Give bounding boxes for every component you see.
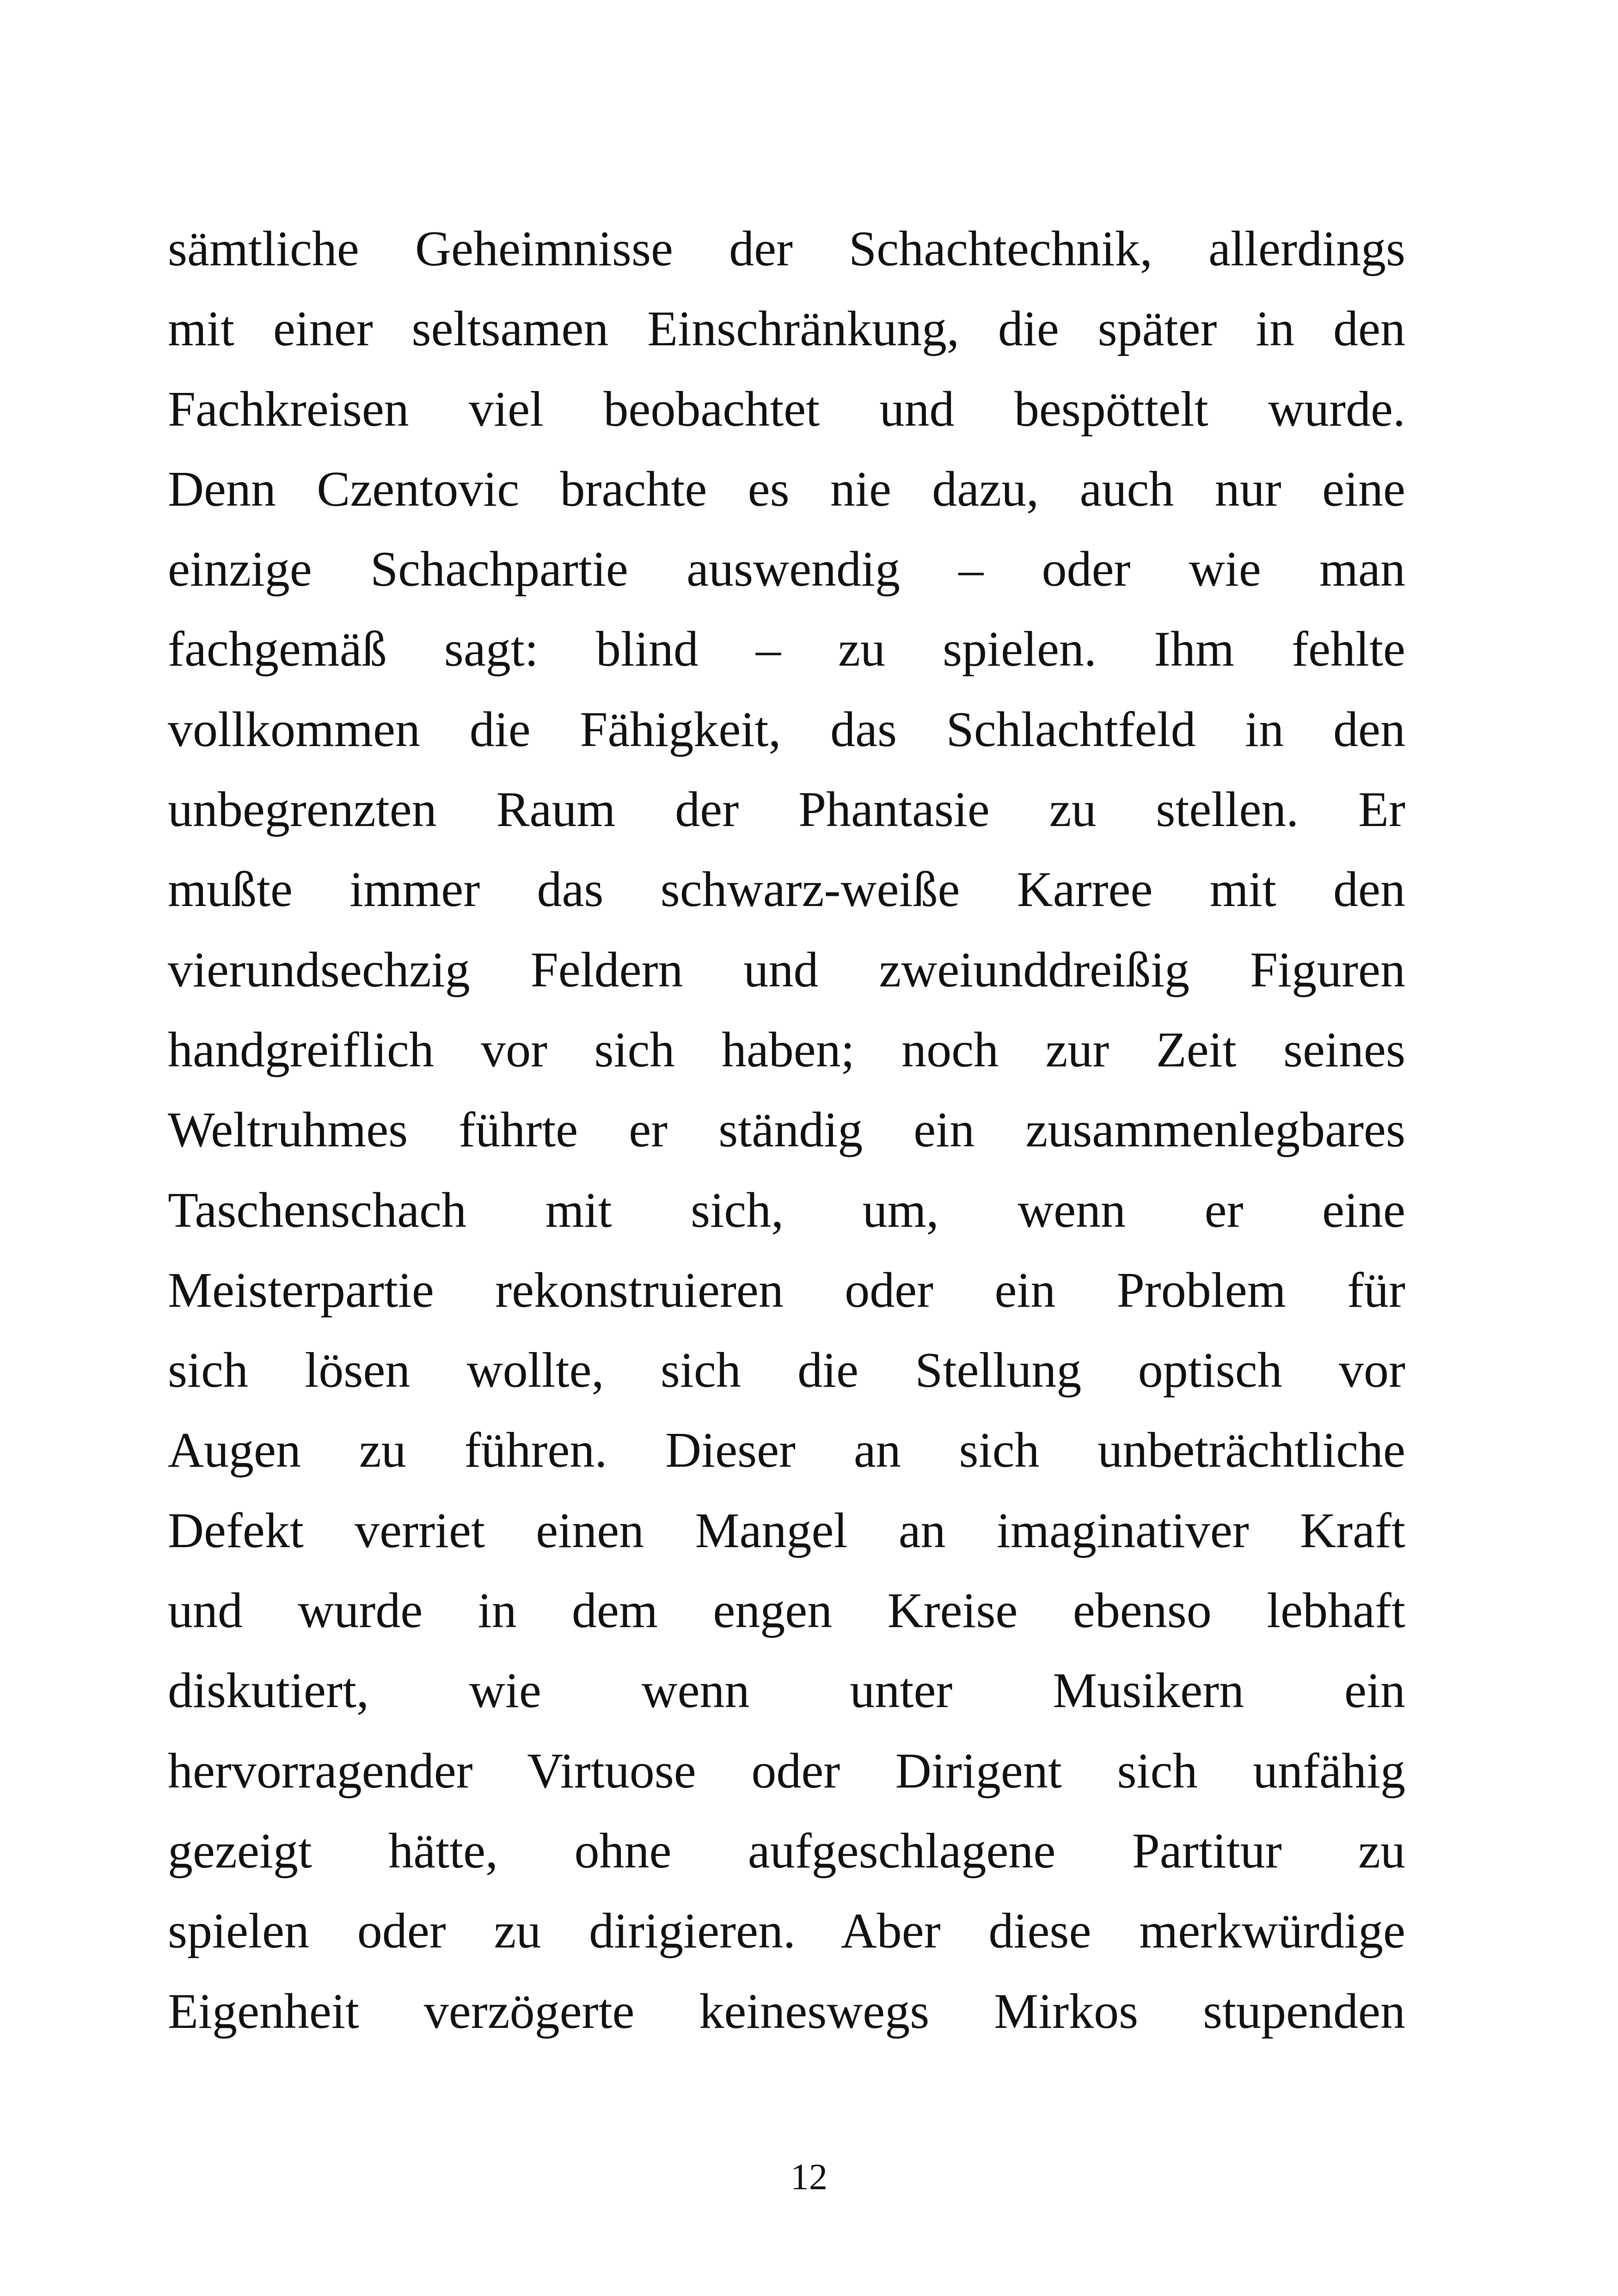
text-line: Weltruhmes führte er ständig ein zusammenlegbares xyxy=(168,1102,1405,1158)
text-line: handgreiflich vor sich haben; noch zur Zeit seines xyxy=(168,1022,1405,1078)
text-line: vierundsechzig Feldern und zweiunddreißig Figuren xyxy=(168,942,1405,998)
text-line: spielen oder zu dirigieren. Aber diese merkwürdige xyxy=(168,1904,1405,1959)
text-line: vollkommen die Fähigkeit, das Schlachtfeld in den xyxy=(168,702,1405,757)
text-line: einzige Schachpartie auswendig – oder wie man xyxy=(168,542,1405,597)
text-line: fachgemäß sagt: blind – zu spielen. Ihm fehlte xyxy=(168,622,1405,677)
body-text xyxy=(168,209,1405,2051)
text-line: Eigenheit verzögerte keineswegs Mirkos stupenden xyxy=(168,1984,1405,2039)
text-line: mit einer seltsamen Einschränkung, die später in den xyxy=(168,301,1405,357)
text-line: Defekt verriet einen Mangel an imaginativer Kraft xyxy=(168,1503,1405,1558)
text-line: Augen zu führen. Dieser an sich unbeträchtliche xyxy=(168,1423,1405,1478)
text-line: unbegrenzten Raum der Phantasie zu stellen. Er xyxy=(168,782,1405,838)
text-line: Taschenschach mit sich, um, wenn er eine xyxy=(168,1182,1405,1238)
text-line: diskutiert, wie wenn unter Musikern ein xyxy=(168,1663,1405,1719)
text-line: Meisterpartie rekonstruieren oder ein Problem für xyxy=(168,1262,1405,1318)
text-line: und wurde in dem engen Kreise ebenso lebhaft xyxy=(168,1583,1405,1639)
text-line: Denn Czentovic brachte es nie dazu, auch nur eine xyxy=(168,461,1405,517)
text-line: hervorragender Virtuose oder Dirigent sich unfähig xyxy=(168,1743,1405,1799)
text-line: gezeigt hätte, ohne aufgeschlagene Partitur zu xyxy=(168,1823,1405,1879)
text-line: mußte immer das schwarz-weiße Karree mit den xyxy=(168,862,1405,918)
text-line: sämtliche Geheimnisse der Schachtechnik, allerdings xyxy=(168,221,1405,276)
page-number: 12 xyxy=(791,2157,827,2198)
text-line: sich lösen wollte, sich die Stellung optisch vor xyxy=(168,1343,1405,1398)
text-line: Fachkreisen viel beobachtet und bespöttelt wurde. xyxy=(168,381,1405,437)
